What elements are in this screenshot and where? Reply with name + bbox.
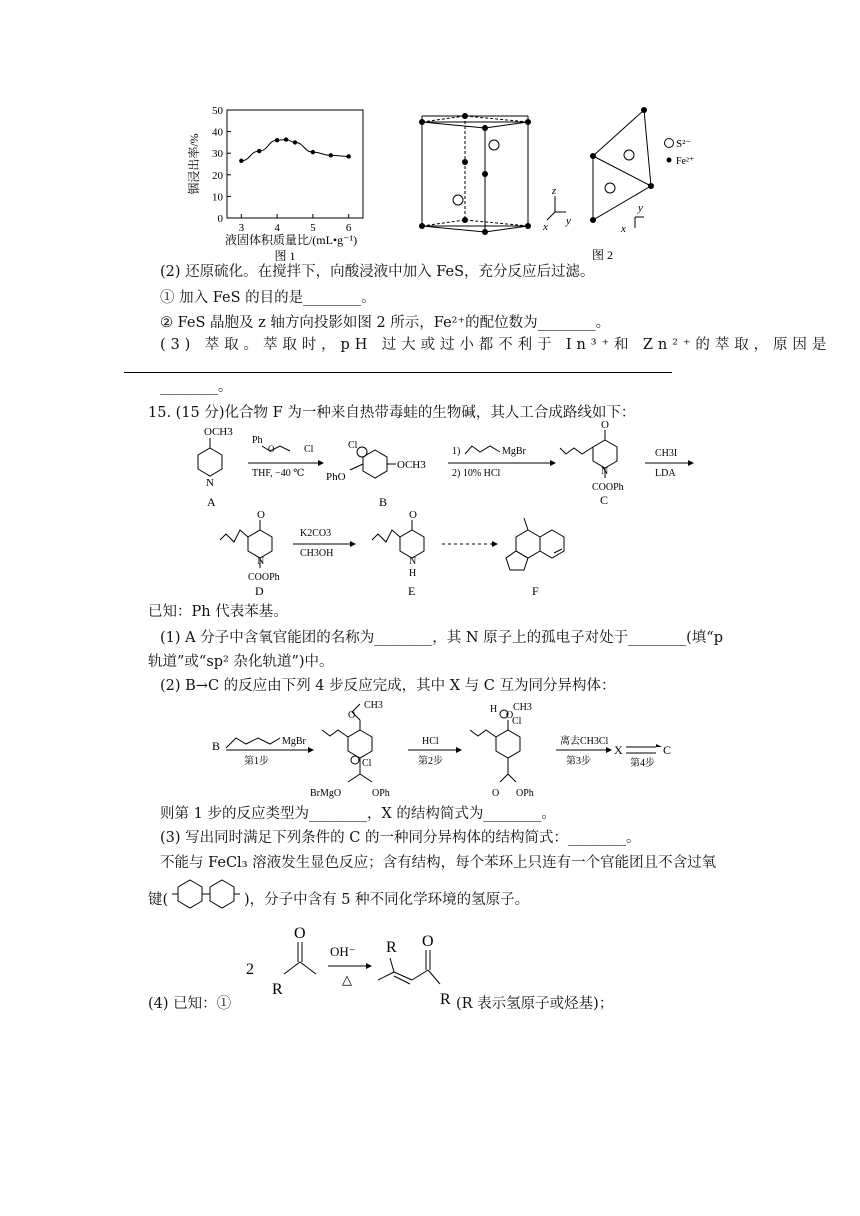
svg-text:第2步: 第2步 [418, 756, 443, 767]
y-tick-label: 30 [212, 148, 223, 161]
svg-text:N: N [206, 477, 214, 489]
svg-text:离去CH3Cl: 离去CH3Cl [560, 736, 609, 747]
svg-text:CH3OH: CH3OH [300, 548, 334, 559]
x-axis-label: 液固体积质量比/(mL•g⁻¹) [224, 233, 358, 247]
svg-text:H: H [409, 568, 417, 579]
data-point [257, 149, 261, 153]
svg-text:H: H [490, 704, 498, 715]
q15-3c-b: )，分子中含有 5 种不同化学环境的氢原子。 [244, 892, 530, 908]
svg-text:K2CO3: K2CO3 [300, 528, 332, 539]
svg-text:N: N [409, 556, 417, 567]
svg-text:第3步: 第3步 [566, 756, 591, 767]
svg-text:第4步: 第4步 [630, 758, 655, 769]
svg-text:OCH3: OCH3 [204, 426, 233, 438]
svg-text:OCH3: OCH3 [397, 459, 426, 471]
q15-3: (3) 写出同时满足下列条件的 C 的一种同分异构体的结构简式：________。 [160, 830, 641, 846]
compound-f [506, 518, 564, 570]
legend-s: S²⁻ [676, 138, 692, 150]
q14-part2: (2) 还原硫化。在搅拌下，向酸浸液中加入 FeS，充分反应后过滤。 [160, 264, 595, 280]
projection-s [605, 150, 634, 193]
svg-text:O: O [506, 710, 514, 721]
chart-series [239, 137, 351, 163]
svg-text:R: R [440, 991, 451, 1008]
y-tick-label: 0 [217, 213, 223, 225]
axis-triad-projection [635, 217, 644, 228]
y-tick-label: 20 [212, 169, 223, 182]
svg-text:O: O [409, 509, 417, 521]
svg-text:O: O [422, 933, 434, 950]
known-note: 已知：Ph 代表苯基。 [148, 604, 288, 620]
svg-text:O: O [294, 925, 306, 942]
data-point [293, 140, 297, 144]
svg-text:PhO: PhO [326, 471, 346, 483]
label-d: D [255, 584, 264, 598]
q15-3c-a: 键( [148, 892, 169, 908]
axis-x-label: x [543, 221, 548, 233]
scheme-b-to-c [210, 700, 680, 810]
answer-line [124, 372, 672, 373]
projection-fe [590, 107, 654, 223]
synthesis-scheme [180, 418, 720, 608]
svg-text:MgBr: MgBr [502, 446, 526, 457]
svg-text:MgBr: MgBr [282, 736, 306, 747]
svg-text:BrMgO: BrMgO [310, 788, 342, 799]
svg-text:Cl: Cl [348, 440, 358, 451]
svg-text:2: 2 [246, 961, 254, 978]
svg-text:R: R [272, 981, 283, 998]
fe-atoms [419, 113, 531, 235]
x-tick-label: 4 [274, 222, 280, 234]
svg-text:X: X [614, 743, 623, 757]
svg-text:COOPh: COOPh [248, 572, 280, 583]
svg-text:Cl: Cl [512, 716, 522, 727]
svg-text:CH3: CH3 [364, 700, 383, 711]
q14-part3: (3) 萃取。萃取时，pH 过大或过小都不利于 In³⁺和 Zn²⁺的萃取，原因是 [160, 337, 832, 353]
label-b: B [379, 495, 388, 509]
q15-intro: 15. (15 分)化合物 F 为一种来自热带毒蛙的生物碱，其人工合成路线如下： [148, 405, 636, 421]
q15-1b: 轨道”或“sp² 杂化轨道”)中。 [148, 654, 334, 670]
y-tick-labels [212, 105, 231, 225]
compound-e [372, 520, 424, 558]
svg-text:第1步: 第1步 [244, 756, 269, 767]
q15-1a: (1) A 分子中含氧官能团的名称为________，其 N 原子上的孤电子对处于________(填“p [160, 630, 723, 646]
compound-a [198, 438, 222, 476]
chart-axes [227, 110, 363, 218]
compound-c [560, 430, 617, 478]
s-atoms [453, 140, 499, 205]
svg-text:O: O [257, 509, 265, 521]
label-e: E [408, 584, 416, 598]
svg-text:HCl: HCl [422, 736, 439, 747]
svg-text:N: N [257, 556, 265, 567]
biphenyl-structure [170, 872, 242, 916]
svg-text:1): 1) [452, 446, 461, 457]
label-f: F [532, 584, 539, 598]
proj-axis-x-label: x [621, 223, 626, 235]
svg-text:Cl: Cl [362, 758, 372, 769]
q15-4-tail: (R 表示氢原子或烃基)； [456, 996, 614, 1012]
axis-y-label: y [566, 215, 571, 227]
svg-text:B: B [212, 739, 221, 753]
intermediate-1 [322, 704, 372, 782]
data-point [275, 138, 279, 142]
svg-text:C: C [663, 743, 672, 757]
svg-text:OPh: OPh [516, 788, 534, 799]
unit-cell-edges [422, 116, 528, 232]
svg-text:△: △ [342, 972, 352, 987]
svg-text:O: O [268, 444, 275, 454]
svg-text:Ph: Ph [252, 435, 263, 446]
figure-2-fes-cell [410, 100, 710, 265]
data-point [346, 154, 350, 158]
x-tick-label: 5 [310, 222, 316, 234]
x-tick-label: 6 [345, 222, 352, 234]
compound-b [350, 447, 396, 478]
q14-part2-2: ② FeS 晶胞及 z 轴方向投影如图 2 所示，Fe²⁺的配位数为________。 [160, 315, 611, 331]
figure-1-caption: 图 1 [274, 249, 296, 263]
figure-2-caption: 图 2 [592, 248, 614, 262]
svg-text:THF, −40 ℃: THF, −40 ℃ [252, 468, 305, 479]
svg-text:OH⁻: OH⁻ [330, 944, 356, 959]
x-tick-labels [239, 214, 352, 234]
y-tick-label: 40 [212, 126, 223, 139]
svg-text:N: N [601, 466, 609, 477]
label-a: A [207, 495, 216, 509]
svg-text:O: O [348, 710, 356, 721]
q15-2b: 则第 1 步的反应类型为________，X 的结构简式为________。 [160, 806, 556, 822]
y-tick-label: 50 [212, 105, 223, 117]
svg-text:CH3: CH3 [513, 702, 532, 713]
data-point [284, 137, 288, 141]
y-tick-label: 10 [212, 191, 223, 204]
svg-text:Cl: Cl [304, 444, 314, 455]
data-point [329, 153, 333, 157]
q14-part3-end: ________。 [160, 379, 233, 395]
data-point [311, 150, 315, 154]
svg-text:R: R [386, 939, 397, 956]
q15-3b: 不能与 FeCl₃ 溶液发生显色反应；含有结构，每个苯环上只连有一个官能团且不含过氧 [160, 855, 717, 871]
svg-text:2) 10% HCl: 2) 10% HCl [452, 468, 501, 479]
label-c: C [600, 493, 609, 507]
q15-4-label: (4) 已知：① [148, 996, 232, 1012]
legend-fe: Fe²⁺ [676, 156, 695, 167]
svg-text:OPh: OPh [372, 788, 390, 799]
figure-1-chart [185, 100, 375, 265]
axis-triad-cell [547, 196, 566, 220]
axis-z-label: z [551, 185, 557, 197]
q14-part2-1: ① 加入 FeS 的目的是________。 [160, 290, 376, 306]
svg-text:CH3I: CH3I [655, 448, 678, 459]
y-axis-label: 铟浸出率/% [187, 133, 201, 195]
q15-2: (2) B→C 的反应由下列 4 步反应完成，其中 X 与 C 互为同分异构体： [160, 678, 616, 694]
svg-text:O: O [601, 419, 609, 431]
svg-text:COOPh: COOPh [592, 482, 624, 493]
svg-text:LDA: LDA [655, 468, 676, 479]
data-point [239, 159, 243, 163]
svg-text:O: O [492, 788, 500, 799]
x-tick-label: 3 [238, 222, 245, 234]
proj-axis-y-label: y [638, 202, 643, 214]
